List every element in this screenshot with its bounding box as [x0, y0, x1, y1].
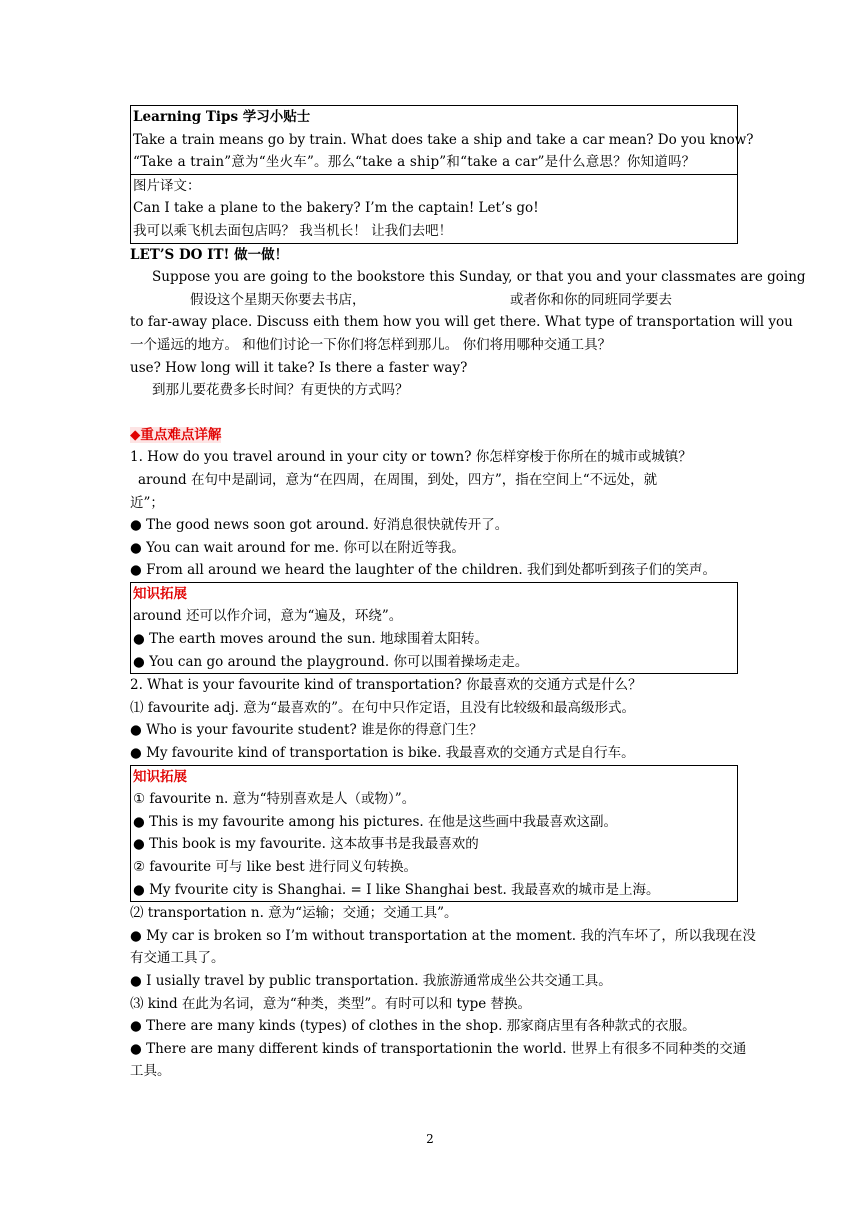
caption-cn: 我可以乘飞机去面包店吗？ 我当机长！ 让我们去吧！: [133, 222, 453, 239]
question-1: 1. How do you travel around in your city or town? 你怎样穿梭于你所在的城市或城镇？: [130, 449, 692, 466]
extension-line: around 还可以作介词，意为“遍及，环绕”。: [133, 608, 403, 625]
example-1: ● The good news soon got around. 好消息很快就传开了。: [130, 517, 509, 534]
tips-line-en: Take a train means go by train. What does take a ship and take a car mean? Do you know?: [133, 131, 754, 148]
extension-line: ● The earth moves around the sun. 地球围着太阳转。: [133, 631, 488, 648]
extension-line: ● This is my favourite among his pictures. 在他是这些画中我最喜欢这副。: [133, 813, 617, 830]
lets-do-it-line-1: Suppose you are going to the bookstore this Sunday, or that you and your classmates are going: [152, 269, 806, 286]
point-1-example-1: ● Who is your favourite student? 谁是你的得意门生？: [130, 722, 483, 739]
point-2-example-1b: 有交通工具了。: [130, 950, 225, 967]
key-points-heading: ◆重点难点详解: [130, 426, 222, 443]
extension-line: ● You can go around the playground. 你可以围着操场走走。: [133, 653, 529, 670]
question-2: 2. What is your favourite kind of transportation? 你最喜欢的交通方式是什么？: [130, 677, 642, 694]
around-explain-a: around 在句中是副词，意为“在四周，在周围，到处，四方”，指在空间上“不远处，就: [138, 471, 658, 488]
point-3-example-2b: 工具。: [130, 1063, 171, 1080]
knowledge-extension-box-2: [130, 765, 738, 903]
tips-title: Learning Tips 学习小贴士: [133, 109, 311, 125]
point-2-example-1a: ● My car is broken so I’m without transportation at the moment. 我的汽车坏了，所以我现在没: [130, 927, 756, 944]
example-3: ● From all around we heard the laughter of the children. 我们到处都听到孩子们的笑声。: [130, 562, 717, 579]
knowledge-extension-box-1: [130, 582, 738, 674]
extension-title: 知识拓展: [133, 768, 187, 785]
lets-do-it-line-2: to far-away place. Discuss eith them how you will get there. What type of transportation will you: [130, 314, 793, 331]
caption-title: 图片译文：: [133, 177, 201, 194]
point-3-example-1: ● There are many kinds (types) of clothes in the shop. 那家商店里有各种款式的衣服。: [130, 1018, 696, 1035]
point-1: ⑴ favourite adj. 意为“最喜欢的”。在句中只作定语，且没有比较级和最高级形式。: [130, 699, 636, 716]
point-3-example-2a: ● There are many different kinds of transportationin the world. 世界上有很多不同种类的交通: [130, 1040, 747, 1057]
lets-do-it-line-1-cn: 假设这个星期天你要去书店， 或者你和你的同班同学要去: [190, 291, 672, 308]
caption-en: Can I take a plane to the bakery? I’m the captain! Let’s go!: [133, 200, 539, 217]
point-1-example-2: ● My favourite kind of transportation is bike. 我最喜欢的交通方式是自行车。: [130, 745, 635, 762]
extension-line: ② favourite 可与 like best 进行同义句转换。: [133, 859, 418, 875]
example-2: ● You can wait around for me. 你可以在附近等我。: [130, 539, 465, 556]
extension-title: 知识拓展: [133, 585, 187, 602]
point-3: ⑶ kind 在此为名词，意为“种类，类型”。有时可以和 type 替换。: [130, 995, 531, 1012]
lets-do-it-line-3-cn: 到那儿要花费多长时间？有更快的方式吗？: [152, 382, 409, 399]
extension-line: ● This book is my favourite. 这本故事书是我最喜欢的: [133, 836, 479, 853]
document-body: [130, 105, 806, 1083]
point-2: ⑵ transportation n. 意为“运输；交通；交通工具”。: [130, 905, 458, 922]
lets-do-it-line-3: use? How long will it take? Is there a faster way?: [130, 359, 468, 376]
point-2-example-2: ● I usially travel by public transportation. 我旅游通常成坐公共交通工具。: [130, 972, 612, 989]
extension-line: ① favourite n. 意为“特别喜欢是人（或物）”。: [133, 791, 416, 808]
lets-do-it-title: LET’S DO IT! 做一做！: [130, 246, 289, 263]
page-number: 2: [426, 1132, 434, 1146]
lets-do-it-line-2-cn: 一个遥远的地方。 和他们讨论一下你们将怎样到那儿。 你们将用哪种交通工具？: [130, 336, 612, 353]
tips-line-cn: “Take a train”意为“坐火车”。那么“take a ship”和“take a car”是什么意思？你知道吗？: [133, 154, 696, 171]
extension-line: ● My fvourite city is Shanghai. = I like Shanghai best. 我最喜欢的城市是上海。: [133, 881, 660, 898]
learning-tips-box: [130, 105, 754, 244]
around-explain-b: 近”；: [130, 494, 164, 511]
